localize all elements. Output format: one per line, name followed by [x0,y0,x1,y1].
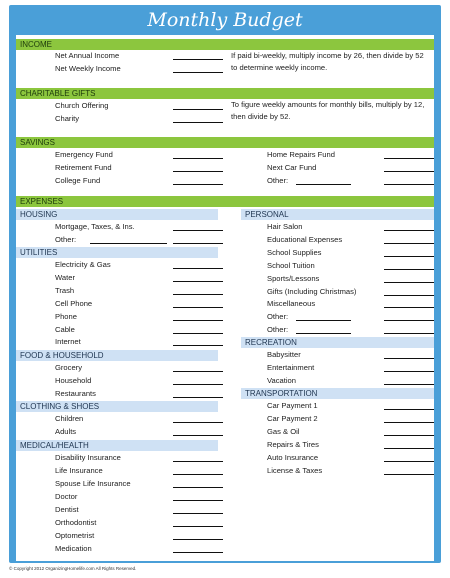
transportation-item-4-amount-field[interactable] [384,461,434,462]
personal-item-0-amount-field[interactable] [384,230,434,231]
food-item-1-amount-field[interactable] [173,384,223,385]
utilities-item-0-label: Electricity & Gas [55,260,111,269]
utilities-item-4-amount-field[interactable] [173,320,223,321]
medical-item-1-label: Life Insurance [55,466,103,475]
utilities-item-4-label: Phone [55,311,77,321]
medical-item-2-amount-field[interactable] [173,487,223,488]
personal-item-0-label: Hair Salon [267,222,303,231]
recreation-item-0-label: Babysitter [267,350,301,359]
personal-item-5-amount-field[interactable] [384,295,434,296]
savings-right-item-1-label: Next Car Fund [267,163,317,172]
utilities-item-5-amount-field[interactable] [173,333,223,334]
recreation-header: RECREATION [241,337,434,348]
transportation-item-4-label: Auto Insurance [267,453,319,462]
transportation-item-0-amount-field[interactable] [384,409,434,410]
charitable-item-1-label: Charity [55,114,80,123]
income-item-1-label: Net Weekly Income [55,64,121,73]
medical-item-4-label: Dentist [55,505,79,514]
savings-right-item-0-amount-field[interactable] [384,158,434,159]
clothing-item-1-label: Adults [55,427,77,436]
savings-right-item-2-inline-blank[interactable] [296,184,351,185]
medical-item-3-amount-field[interactable] [173,500,223,501]
transportation-header: TRANSPORTATION [241,388,434,399]
medical-item-0-amount-field[interactable] [173,461,223,462]
food-header: FOOD & HOUSEHOLD [16,350,218,361]
savings-left-item-0-amount-field[interactable] [173,158,223,159]
personal-item-6-label: Miscellaneous [267,299,316,309]
utilities-item-6-amount-field[interactable] [173,345,223,346]
recreation-item-2-amount-field[interactable] [384,384,434,385]
copyright-footer: © Copyright 2012 OrganizingHomelife.com All Rights Reserved. [9,566,137,571]
medical-item-6-label: Optometrist [55,531,95,540]
income-header: INCOME [16,39,434,50]
recreation-item-2-label: Vacation [267,376,296,385]
clothing-item-1-amount-field[interactable] [173,435,223,436]
medical-item-4-amount-field[interactable] [173,513,223,514]
medical-item-5-label: Orthodontist [55,518,97,527]
personal-item-2-amount-field[interactable] [384,256,434,257]
personal-item-3-amount-field[interactable] [384,269,434,270]
charitable-item-0-amount-field[interactable] [173,109,223,110]
charitable-item-0-label: Church Offering [55,101,109,110]
personal-item-1-amount-field[interactable] [384,243,434,244]
transportation-item-1-amount-field[interactable] [384,422,434,423]
housing-header: HOUSING [16,209,218,220]
clothing-item-0-amount-field[interactable] [173,422,223,423]
transportation-item-1-label: Car Payment 2 [267,414,318,423]
personal-item-7-amount-field[interactable] [384,320,434,321]
utilities-item-2-amount-field[interactable] [173,294,223,295]
personal-item-6-amount-field[interactable] [384,307,434,308]
income-item-1-amount-field[interactable] [173,72,223,73]
page-title: Monthly Budget [147,9,303,31]
medical-item-7-amount-field[interactable] [173,552,223,553]
utilities-header: UTILITIES [16,247,218,258]
savings-left-item-1-amount-field[interactable] [173,171,223,172]
food-item-2-amount-field[interactable] [173,397,223,398]
utilities-item-1-amount-field[interactable] [173,281,223,282]
food-item-2-label: Restaurants [55,389,96,398]
recreation-item-1-label: Entertainment [267,363,315,372]
food-item-0-amount-field[interactable] [173,371,223,372]
housing-item-1-inline-blank[interactable] [90,243,167,244]
utilities-item-5-label: Cable [55,324,75,334]
personal-item-1-label: Educational Expenses [267,234,343,244]
savings-left-item-2-amount-field[interactable] [173,184,223,185]
savings-left-item-1-label: Retirement Fund [55,163,112,172]
transportation-item-0-label: Car Payment 1 [267,401,318,410]
personal-item-8-amount-field[interactable] [384,333,434,334]
utilities-item-3-amount-field[interactable] [173,307,223,308]
budget-frame [9,5,441,563]
medical-item-7-label: Medication [55,544,92,553]
clothing-item-0-label: Children [55,414,84,423]
expenses-header: EXPENSES [16,196,434,207]
housing-item-0-label: Mortgage, Taxes, & Ins. [55,222,135,231]
utilities-item-0-amount-field[interactable] [173,268,223,269]
transportation-item-3-label: Repairs & Tires [267,440,319,449]
transportation-item-3-amount-field[interactable] [384,448,434,449]
income-note: If paid bi-weekly, multiply income by 26, then divide by 52 to determine weekly income. [231,51,424,72]
personal-item-3-label: School Tuition [267,260,315,270]
utilities-item-6-label: Internet [55,337,81,347]
personal-item-8-label: Other: [267,325,289,335]
medical-item-0-label: Disability Insurance [55,453,121,462]
food-item-0-label: Grocery [55,363,83,372]
recreation-item-0-amount-field[interactable] [384,358,434,359]
personal-item-8-inline-blank[interactable] [296,333,351,334]
personal-item-4-label: Sports/Lessons [267,273,320,283]
transportation-item-2-label: Gas & Oil [267,427,300,436]
personal-item-5-label: Gifts (Including Christmas) [267,286,357,296]
income-item-0-label: Net Annual Income [55,51,120,60]
personal-item-7-label: Other: [267,312,289,322]
transportation-item-2-amount-field[interactable] [384,435,434,436]
utilities-item-1-label: Water [55,272,75,282]
housing-item-0-amount-field[interactable] [173,230,223,231]
income-item-0-amount-field[interactable] [173,59,223,60]
savings-header: SAVINGS [16,137,434,148]
personal-item-7-inline-blank[interactable] [296,320,351,321]
savings-right-item-0-label: Home Repairs Fund [267,150,335,159]
charitable-header: CHARITABLE GIFTS [16,88,434,99]
medical-item-1-amount-field[interactable] [173,474,223,475]
personal-header: PERSONAL [241,209,434,220]
utilities-item-2-label: Trash [55,285,75,295]
housing-item-1-amount-field[interactable] [173,243,223,244]
food-item-1-label: Household [55,376,92,385]
savings-right-item-1-amount-field[interactable] [384,171,434,172]
medical-item-6-amount-field[interactable] [173,539,223,540]
transportation-item-5-label: License & Taxes [267,466,323,475]
savings-left-item-2-label: College Fund [55,176,101,185]
charitable-item-1-amount-field[interactable] [173,122,223,123]
savings-right-item-2-amount-field[interactable] [384,184,434,185]
medical-item-2-label: Spouse Life Insurance [55,479,131,488]
medical-header: MEDICAL/HEALTH [16,440,218,451]
transportation-item-5-amount-field[interactable] [384,474,434,475]
budget-sheet [16,35,434,561]
personal-item-4-amount-field[interactable] [384,282,434,283]
charitable-note: To figure weekly amounts for monthly bills, multiply by 12, then divide by 52. [231,100,425,121]
recreation-item-1-amount-field[interactable] [384,371,434,372]
savings-left-item-0-label: Emergency Fund [55,150,113,159]
clothing-header: CLOTHING & SHOES [16,401,218,412]
savings-right-item-2-label: Other: [267,176,289,185]
personal-item-2-label: School Supplies [267,247,322,257]
medical-item-5-amount-field[interactable] [173,526,223,527]
housing-item-1-label: Other: [55,235,77,244]
medical-item-3-label: Doctor [55,492,78,501]
utilities-item-3-label: Cell Phone [55,298,93,308]
